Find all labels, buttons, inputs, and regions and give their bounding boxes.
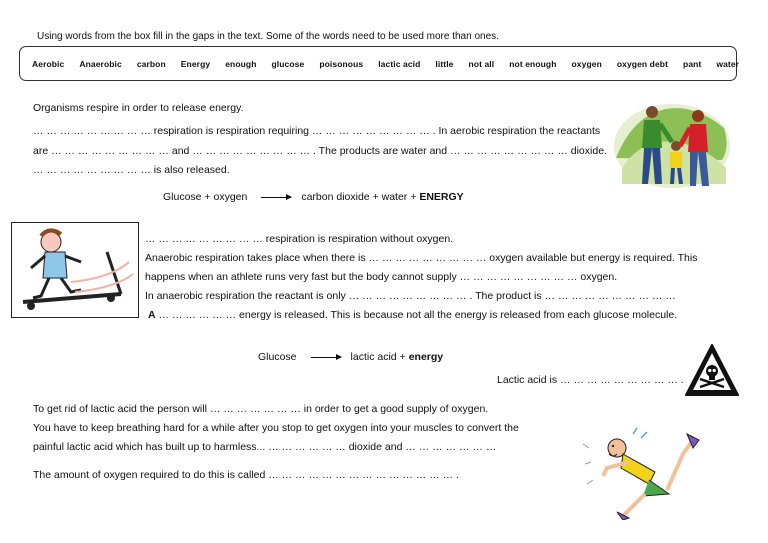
word-item: lactic acid — [378, 58, 421, 69]
word-item: not all — [468, 58, 495, 69]
word-item: oxygen debt — [616, 58, 669, 69]
paragraph2-line5 — [148, 309, 677, 321]
exhausted-runner-illustration — [583, 424, 703, 520]
word-item: Aerobic — [32, 58, 65, 69]
word-item: not enough — [509, 58, 557, 69]
arrow-icon — [311, 357, 341, 358]
paragraph1-line1: Organisms respire in order to release energy. — [33, 102, 244, 114]
word-item: carbon — [136, 58, 166, 69]
word-item: little — [435, 58, 454, 69]
paragraph3-line3: painful lactic acid which has built up to harmless... … … … … … … dioxide and … … … … … … … — [33, 441, 497, 453]
paragraph1-line4: … … … … … … … … … is also released. — [33, 164, 230, 176]
word-item: Energy — [180, 58, 211, 69]
word-item: pant — [683, 58, 702, 69]
paragraph2-line3: happens when an athlete runs very fast but the body cannot supply … … … … … … … … … oxygen. — [145, 271, 618, 283]
instruction-text: Using words from the box fill in the gaps in the text. Some of the words need to be used more than ones. — [37, 31, 499, 42]
word-item: oxygen — [571, 58, 602, 69]
paragraph1-line2: … … … … … … … … … respiration is respiration requiring … … … … … … … … … . In aerobic respiration the reactants — [33, 125, 601, 137]
word-item: glucose — [271, 58, 305, 69]
paragraph2-line1: … … … … … … … … … respiration is respiration without oxygen. — [145, 233, 454, 245]
paragraph2-line2: Anaerobic respiration takes place when there is … … … … … … … … … oxygen available but energy is required. This — [145, 252, 698, 264]
treadmill-jogger-illustration — [11, 222, 139, 318]
arrow-icon — [261, 197, 291, 198]
paragraph3-line2: You have to keep breathing hard for a while after you stop to get oxygen into your muscles to convert the — [33, 422, 519, 434]
equation-anaerobic-left: Glucose — [258, 351, 297, 363]
paragraph1-line3: are … … … … … … … … … and … … … … … … … … … . The products are water and … … … … … … … … … dioxide. — [33, 145, 607, 157]
word-item: poisonous — [319, 58, 364, 69]
word-box — [19, 46, 740, 81]
paragraph3-line1: To get rid of lactic acid the person will … … … … … … … in order to get a good supply of oxygen. — [33, 403, 489, 415]
lactic-acid-line: Lactic acid is … … … … … … … … … . — [497, 374, 684, 386]
word-item: enough — [225, 58, 257, 69]
equation-aerobic-energy: ENERGY — [419, 191, 464, 203]
word-item: water — [716, 58, 740, 69]
equation-aerobic — [163, 191, 464, 203]
paragraph2-line5-lead: A — [148, 309, 156, 321]
equation-anaerobic — [258, 351, 443, 363]
family-walking-illustration — [612, 98, 732, 194]
equation-anaerobic-right: lactic acid + — [350, 351, 406, 363]
equation-anaerobic-energy: energy — [408, 351, 444, 363]
final-line: The amount of oxygen required to do this is called … … … … … … … … … … … … … … . — [33, 469, 459, 481]
equation-aerobic-right: carbon dioxide + water + — [301, 191, 417, 203]
paragraph2-line4: In anaerobic respiration the reactant is only … … … … … … … … … . The product is … … … … … … … … … … — [145, 290, 676, 302]
paragraph2-line5-text: … … … … … … energy is released. This is because not all the energy is released from each glucose molecule. — [155, 309, 678, 321]
equation-aerobic-left: Glucose + oxygen — [163, 191, 248, 203]
poison-warning-icon — [684, 343, 740, 397]
word-item: Anaerobic — [79, 58, 122, 69]
